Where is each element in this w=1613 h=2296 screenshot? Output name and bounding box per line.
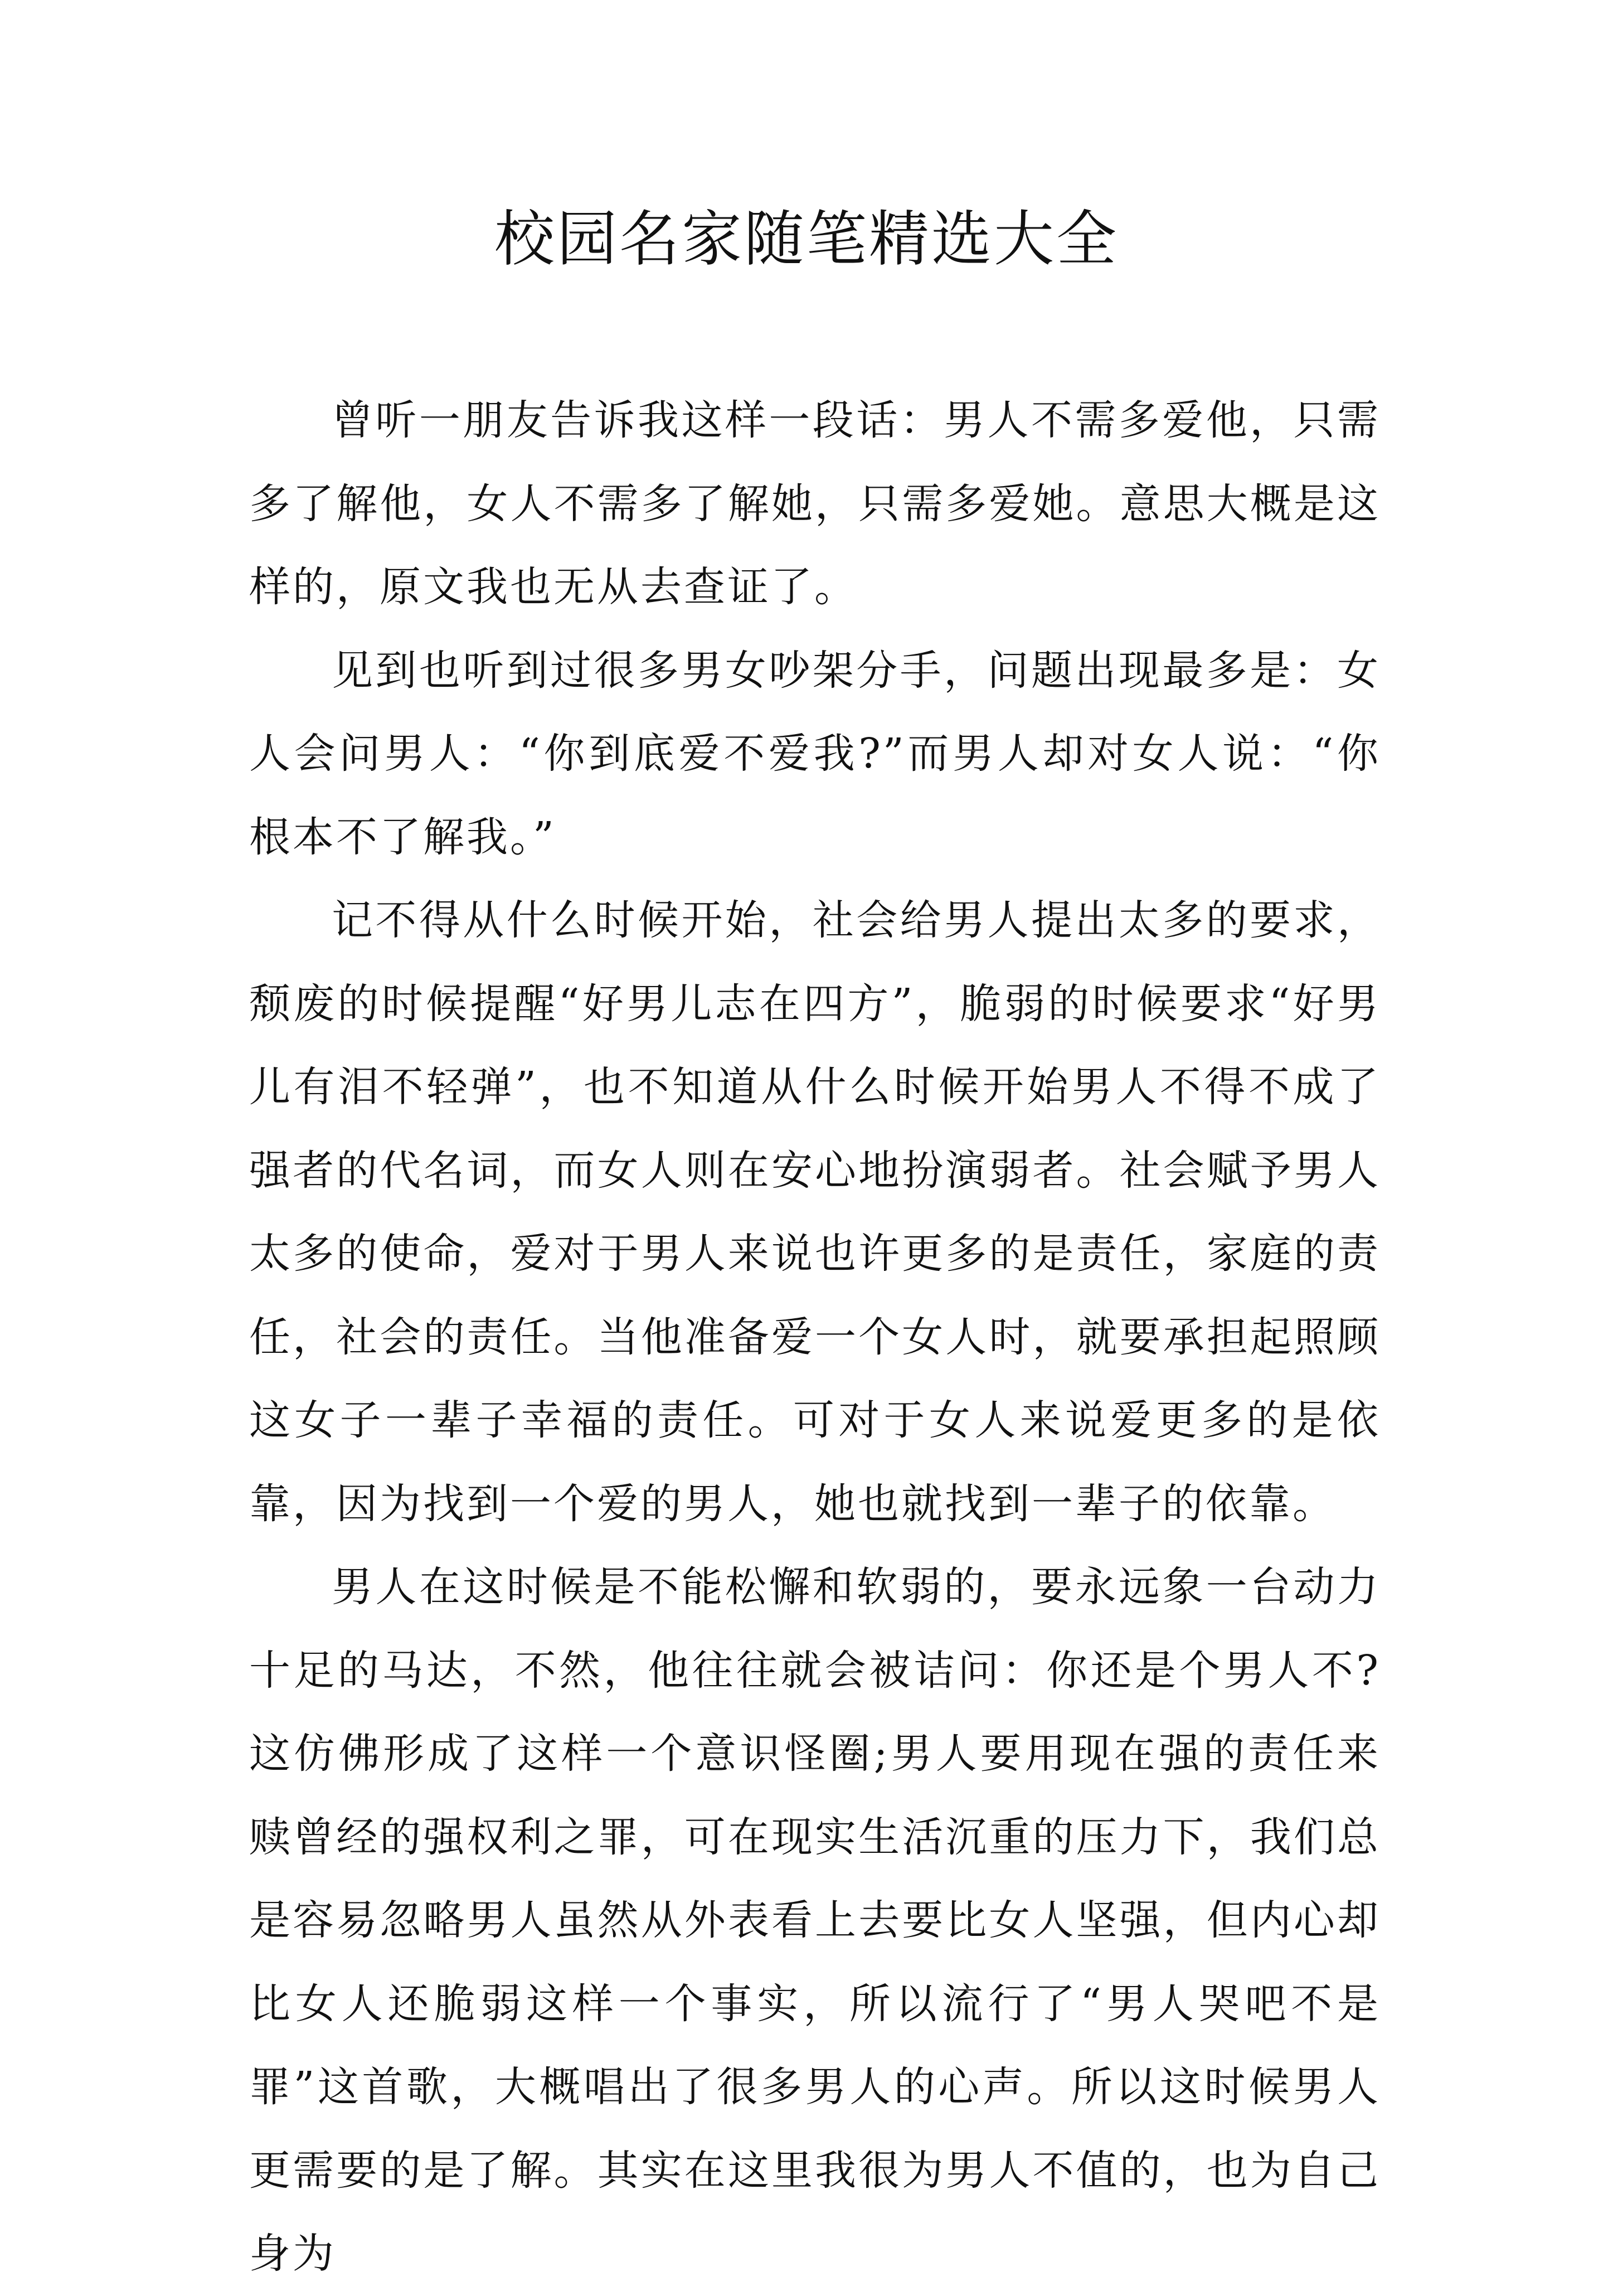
document-title: 校园名家随笔精选大全 [494,205,1119,274]
document-body [249,379,1381,2296]
paragraph: 曾听一朋友告诉我这样一段话：男人不需多爱他，只需多了解他，女人不需多了解她，只需多爱她。意思大概是这样的，原文我也无从去查证了。 [249,396,1381,611]
paragraph: 记不得从什么时候开始，社会给男人提出太多的要求，颓废的时候提醒“好男儿志在四方”，脆弱的时候要求“好男儿有泪不轻弹”，也不知道从什么时候开始男人不得不成了强者的代名词，而女人则在安心地扮演弱者。社会赋予男人太多的使命，爱对于男人来说也许更多的是责任，家庭的责任，社会的责任。当他准备爱一个女人时，就要承担起照顾这女子一辈子幸福的责任。可对于女人来说爱更多的是依靠，因为找到一个爱的男人，她也就找到一辈子的依靠。 [249,896,1381,1528]
paragraph: 男人在这时候是不能松懈和软弱的，要永远象一台动力十足的马达，不然，他往往就会被诘问：你还是个男人不?这仿佛形成了这样一个意识怪圈;男人要用现在强的责任来赎曾经的强权利之罪，可在现实生活沉重的压力下，我们总是容易忽略男人虽然从外表看上去要比女人坚强，但内心却比女人还脆弱这样一个事实，所以流行了“男人哭吧不是罪”这首歌，大概唱出了很多男人的心声。所以这时候男人更需要的是了解。其实在这里我很为男人不值的，也为自己身为 [249,1563,1381,2278]
paragraph: 见到也听到过很多男女吵架分手，问题出现最多是：女人会问男人：“你到底爱不爱我?”而男人却对女人说：“你根本不了解我。” [249,646,1381,861]
